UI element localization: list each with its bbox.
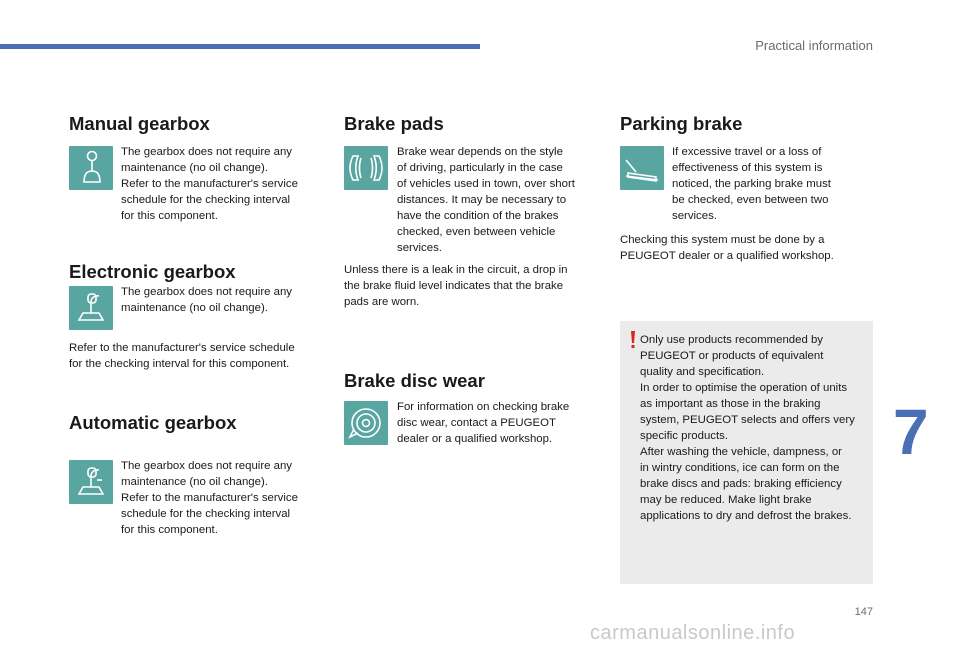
brake-disc-icon: [344, 401, 388, 445]
parking-brake-text: If excessive travel or a loss of effectiveness of this system is noticed, the parking brake must be checked, even between two services.: [672, 146, 831, 222]
brake-pads-note: Unless there is a leak in the circuit, a drop in the brake fluid level indicates that the brake pads are worn.: [344, 264, 568, 308]
brake-disc-wear-text: For information on checking brake disc wear, contact a PEUGEOT dealer or a qualified workshop.: [397, 401, 570, 445]
manual-gearbox-text: The gearbox does not require any maintenance (no oil change). Refer to the manufacturer's service schedule for the checking interval for this component.: [121, 146, 298, 222]
parking-brake-heading: Parking brake: [620, 113, 743, 134]
automatic-selector-icon: [69, 460, 113, 504]
electronic-gearbox-text: The gearbox does not require any maintenance (no oil change).: [121, 286, 292, 314]
automatic-gearbox-heading: Automatic gearbox: [69, 412, 237, 433]
chapter-number: 7: [893, 396, 929, 468]
electronic-gearbox-heading: Electronic gearbox: [69, 261, 236, 282]
warning-text: Only use products recommended by PEUGEOT or products of equivalent quality and specification. In order to optimise the operation of units as important as those in the braking system, PEUGEOT selects and offers very specific products. After washing the vehicle, dampness, or in wintry conditions, ice can form on the brake discs and pads: braking efficiency may be reduced. Make light brake applications to dry and defrost the brakes.: [640, 334, 855, 522]
brake-pads-text: Brake wear depends on the style of driving, particularly in the case of vehicles used in town, over short distances. It may be necessary to have the condition of the brakes checked, even between vehicle services.: [397, 146, 575, 254]
watermark: carmanualsonline.info: [590, 622, 796, 644]
section-title: Practical information: [755, 38, 873, 53]
brake-pads-heading: Brake pads: [344, 113, 444, 134]
manual-gearbox-heading: Manual gearbox: [69, 113, 210, 134]
header-accent-bar: [0, 44, 480, 49]
gear-selector-icon: [69, 286, 113, 330]
brake-pads-icon: [344, 146, 388, 190]
parking-brake-lever-icon: [620, 146, 664, 190]
exclamation-warning-icon: [628, 330, 638, 350]
brake-disc-wear-heading: Brake disc wear: [344, 370, 485, 391]
manual-gear-lever-icon: [69, 146, 113, 190]
automatic-gearbox-text: The gearbox does not require any maintenance (no oil change). Refer to the manufacturer's service schedule for the checking interval for this component.: [121, 460, 298, 536]
page-number: 147: [854, 606, 873, 618]
parking-brake-note: Checking this system must be done by a PEUGEOT dealer or a qualified workshop.: [620, 234, 834, 262]
electronic-gearbox-note: Refer to the manufacturer's service schedule for the checking interval for this component.: [69, 342, 295, 370]
